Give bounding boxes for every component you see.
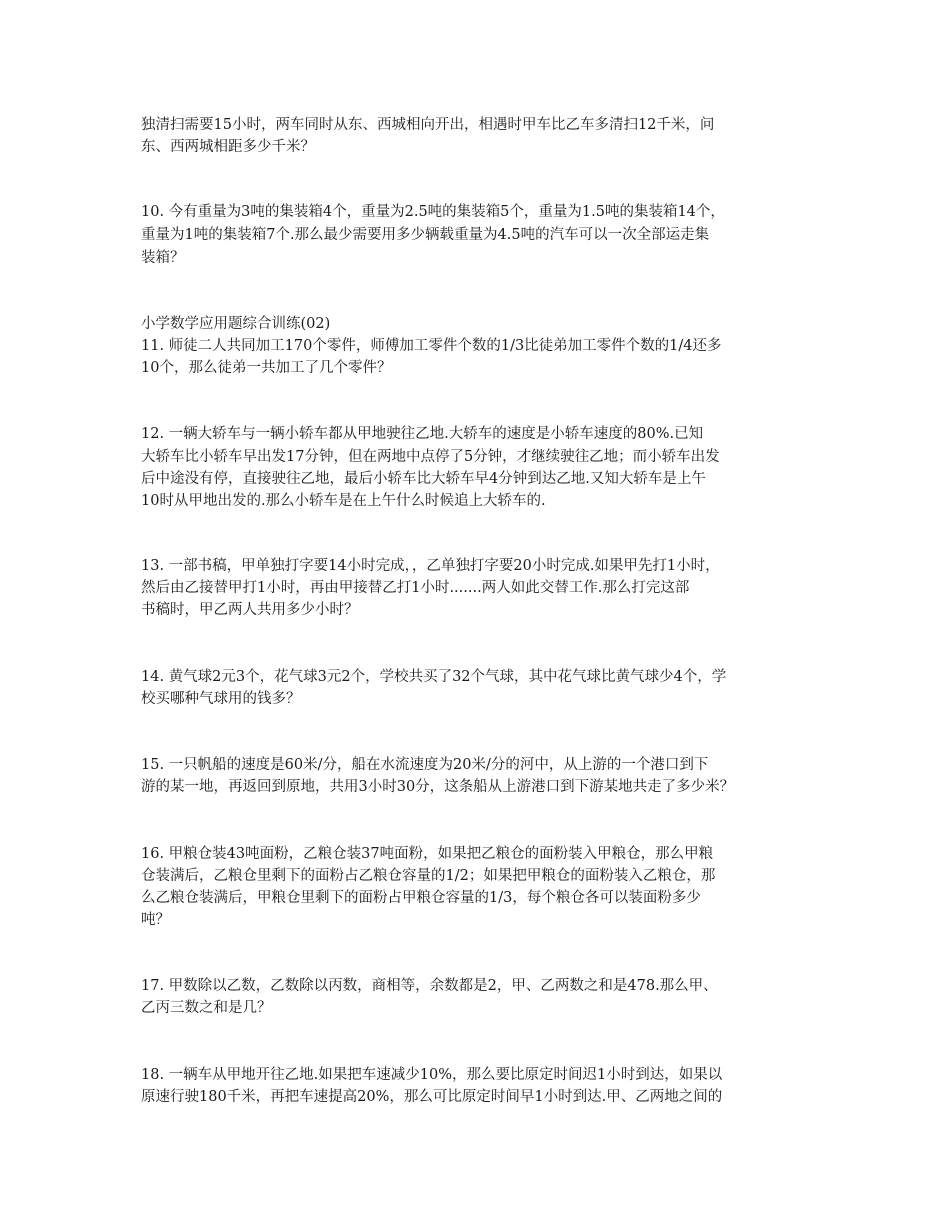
text-line: 大轿车比小轿车早出发17分钟，但在两地中点停了5分钟，才继续驶往乙地；而小轿车出发 <box>141 449 720 465</box>
text-line: 乙丙三数之和是几？ <box>141 1000 272 1016</box>
text-line: 吨？ <box>141 912 170 928</box>
text-line: 14. 黄气球2元3个，花气球3元2个，学校共买了32个气球，其中花气球比黄气球少4个，学 <box>141 669 727 685</box>
text-line: 仓装满后，乙粮仓里剩下的面粉占乙粮仓容量的1/2；如果把甲粮仓的面粉装入乙粮仓，那 <box>141 868 716 884</box>
text-line: 然后由乙接替甲打1小时，再由甲接替乙打1小时.......两人如此交替工作.那么打完这部 <box>141 580 690 596</box>
text-line: 原速行驶180千米，再把车速提高20%，那么可比原定时间早1小时到达.甲、乙两地之间的 <box>141 1089 723 1105</box>
text-line: 独清扫需要15小时，两车同时从东、西城相向开出，相遇时甲车比乙车多清扫12千米，问 <box>141 117 715 133</box>
text-line: 装箱？ <box>141 250 185 266</box>
text-line: 17. 甲数除以乙数，乙数除以丙数，商相等，余数都是2，甲、乙两数之和是478.那么甲、 <box>141 978 718 994</box>
text-line: 东、西两城相距多少千米？ <box>141 139 315 155</box>
text-line: 10时从甲地出发的.那么小轿车是在上午什么时候追上大轿车的. <box>141 493 546 509</box>
text-line: 10个，那么徒弟一共加工了几个零件？ <box>141 360 392 376</box>
text-line: 重量为1吨的集装箱7个.那么最少需要用多少辆载重量为4.5吨的汽车可以一次全部运走集 <box>141 227 710 243</box>
text-line: 校买哪种气球用的钱多？ <box>141 691 301 707</box>
text-line: 书稿时，甲乙两人共用多少小时？ <box>141 602 359 618</box>
section-title: 小学数学应用题综合训练(02) <box>141 316 331 332</box>
text-line: 18. 一辆车从甲地开往乙地.如果把车速减少10%，那么要比原定时间迟1小时到达，如果以 <box>141 1067 723 1083</box>
text-line: 么乙粮仓装满后，甲粮仓里剩下的面粉占甲粮仓容量的1/3，每个粮仓各可以装面粉多少 <box>141 890 701 906</box>
text-line: 12. 一辆大轿车与一辆小轿车都从甲地驶往乙地.大轿车的速度是小轿车速度的80%.已知 <box>141 426 704 442</box>
text-line: 16. 甲粮仓装43吨面粉，乙粮仓装37吨面粉，如果把乙粮仓的面粉装入甲粮仓，那么甲粮 <box>141 846 714 862</box>
text-line: 15. 一只帆船的速度是60米/分，船在水流速度为20米/分的河中，从上游的一个港口到下 <box>141 757 709 773</box>
text-line: 11. 师徒二人共同加工170个零件，师傅加工零件个数的1/3比徒弟加工零件个数的1/4还多 <box>141 338 722 354</box>
text-line: 游的某一地，再返回到原地，共用3小时30分，这条船从上游港口到下游某地共走了多少米？ <box>141 779 735 795</box>
text-line: 后中途没有停，直接驶往乙地，最后小轿车比大轿车早4分钟到达乙地.又知大轿车是上午 <box>141 471 706 487</box>
text-line: 13. 一部书稿，甲单独打字要14小时完成，，乙单独打字要20小时完成.如果甲先打1小时， <box>141 558 720 574</box>
text-line: 10. 今有重量为3吨的集装箱4个，重量为2.5吨的集装箱5个，重量为1.5吨的集装箱14个， <box>141 204 725 220</box>
